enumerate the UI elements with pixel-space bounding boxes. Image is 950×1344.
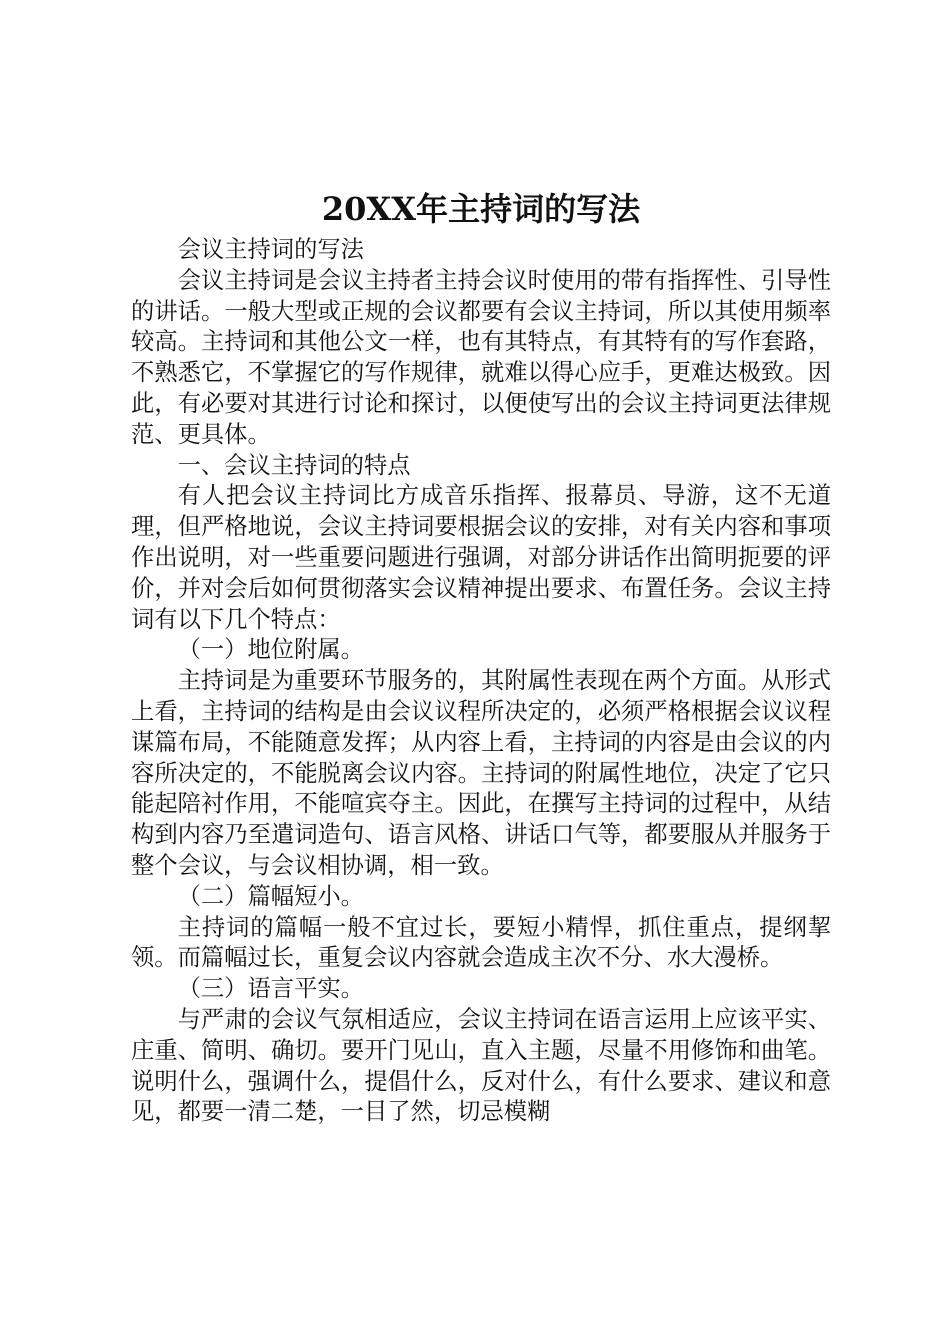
paragraph-subtitle: 会议主持词的写法 <box>177 236 364 263</box>
subheading-length: （二）篇幅短小。 <box>177 882 364 910</box>
paragraph-features-overview: 有人把会议主持词比方成音乐指挥、报幕员、导游，这不无道理，但严格地说，会议主持词要根据会议的安排，对有关内容和事项作出说明，对一些重要问题进行强调，对部分讲话作出简明扼要的评价，并对会后如何贯彻落实会议精神提出要求、布置任务。会议主持词有以下几个特点： <box>131 482 831 633</box>
paragraph-language: 与严肃的会议气氛相适应，会议主持词在语言运用上应该平实、庄重、简明、确切。要开门见山，直入主题，尽量不用修饰和曲笔。说明什么，强调什么，提倡什么，反对什么，有什么要求、建议和意见，都要一清二楚，一目了然，切忌模糊 <box>131 1005 831 1126</box>
section-heading-features: 一、会议主持词的特点 <box>177 451 411 479</box>
document-title: 20XX年主持词的写法 <box>321 190 641 228</box>
paragraph-intro: 会议主持词是会议主持者主持会议时使用的带有指挥性、引导性的讲话。一般大型或正规的会议都要有会议主持词，所以其使用频率较高。主持词和其他公文一样，也有其特点，有其特有的写作套路，不熟悉它，不掌握它的写作规律，就难以得心应手，更难达极致。因此，有必要对其进行讨论和探讨，以便使写出的会议主持词更法律规范、更具体。 <box>131 266 831 448</box>
paragraph-position: 主持词是为重要环节服务的，其附属性表现在两个方面。从形式上看，主持词的结构是由会议议程所决定的，必须严格根据会议议程谋篇布局，不能随意发挥；从内容上看，主持词的内容是由会议的内容所决定的，不能脱离会议内容。主持词的附属性地位，决定了它只能起陪衬作用，不能喧宾夺主。因此，在撰写主持词的过程中，从结构到内容乃至遣词造句、语言风格、讲话口气等，都要服从并服务于整个会议，与会议相协调，相一致。 <box>131 667 831 879</box>
paragraph-length: 主持词的篇幅一般不宜过长，要短小精悍，抓住重点，提纲挈领。而篇幅过长，重复会议内容就会造成主次不分、水大漫桥。 <box>131 913 831 972</box>
subheading-language: （三）语言平实。 <box>177 975 364 1003</box>
document-page <box>131 185 831 1128</box>
subheading-position: （一）地位附属。 <box>177 636 364 664</box>
